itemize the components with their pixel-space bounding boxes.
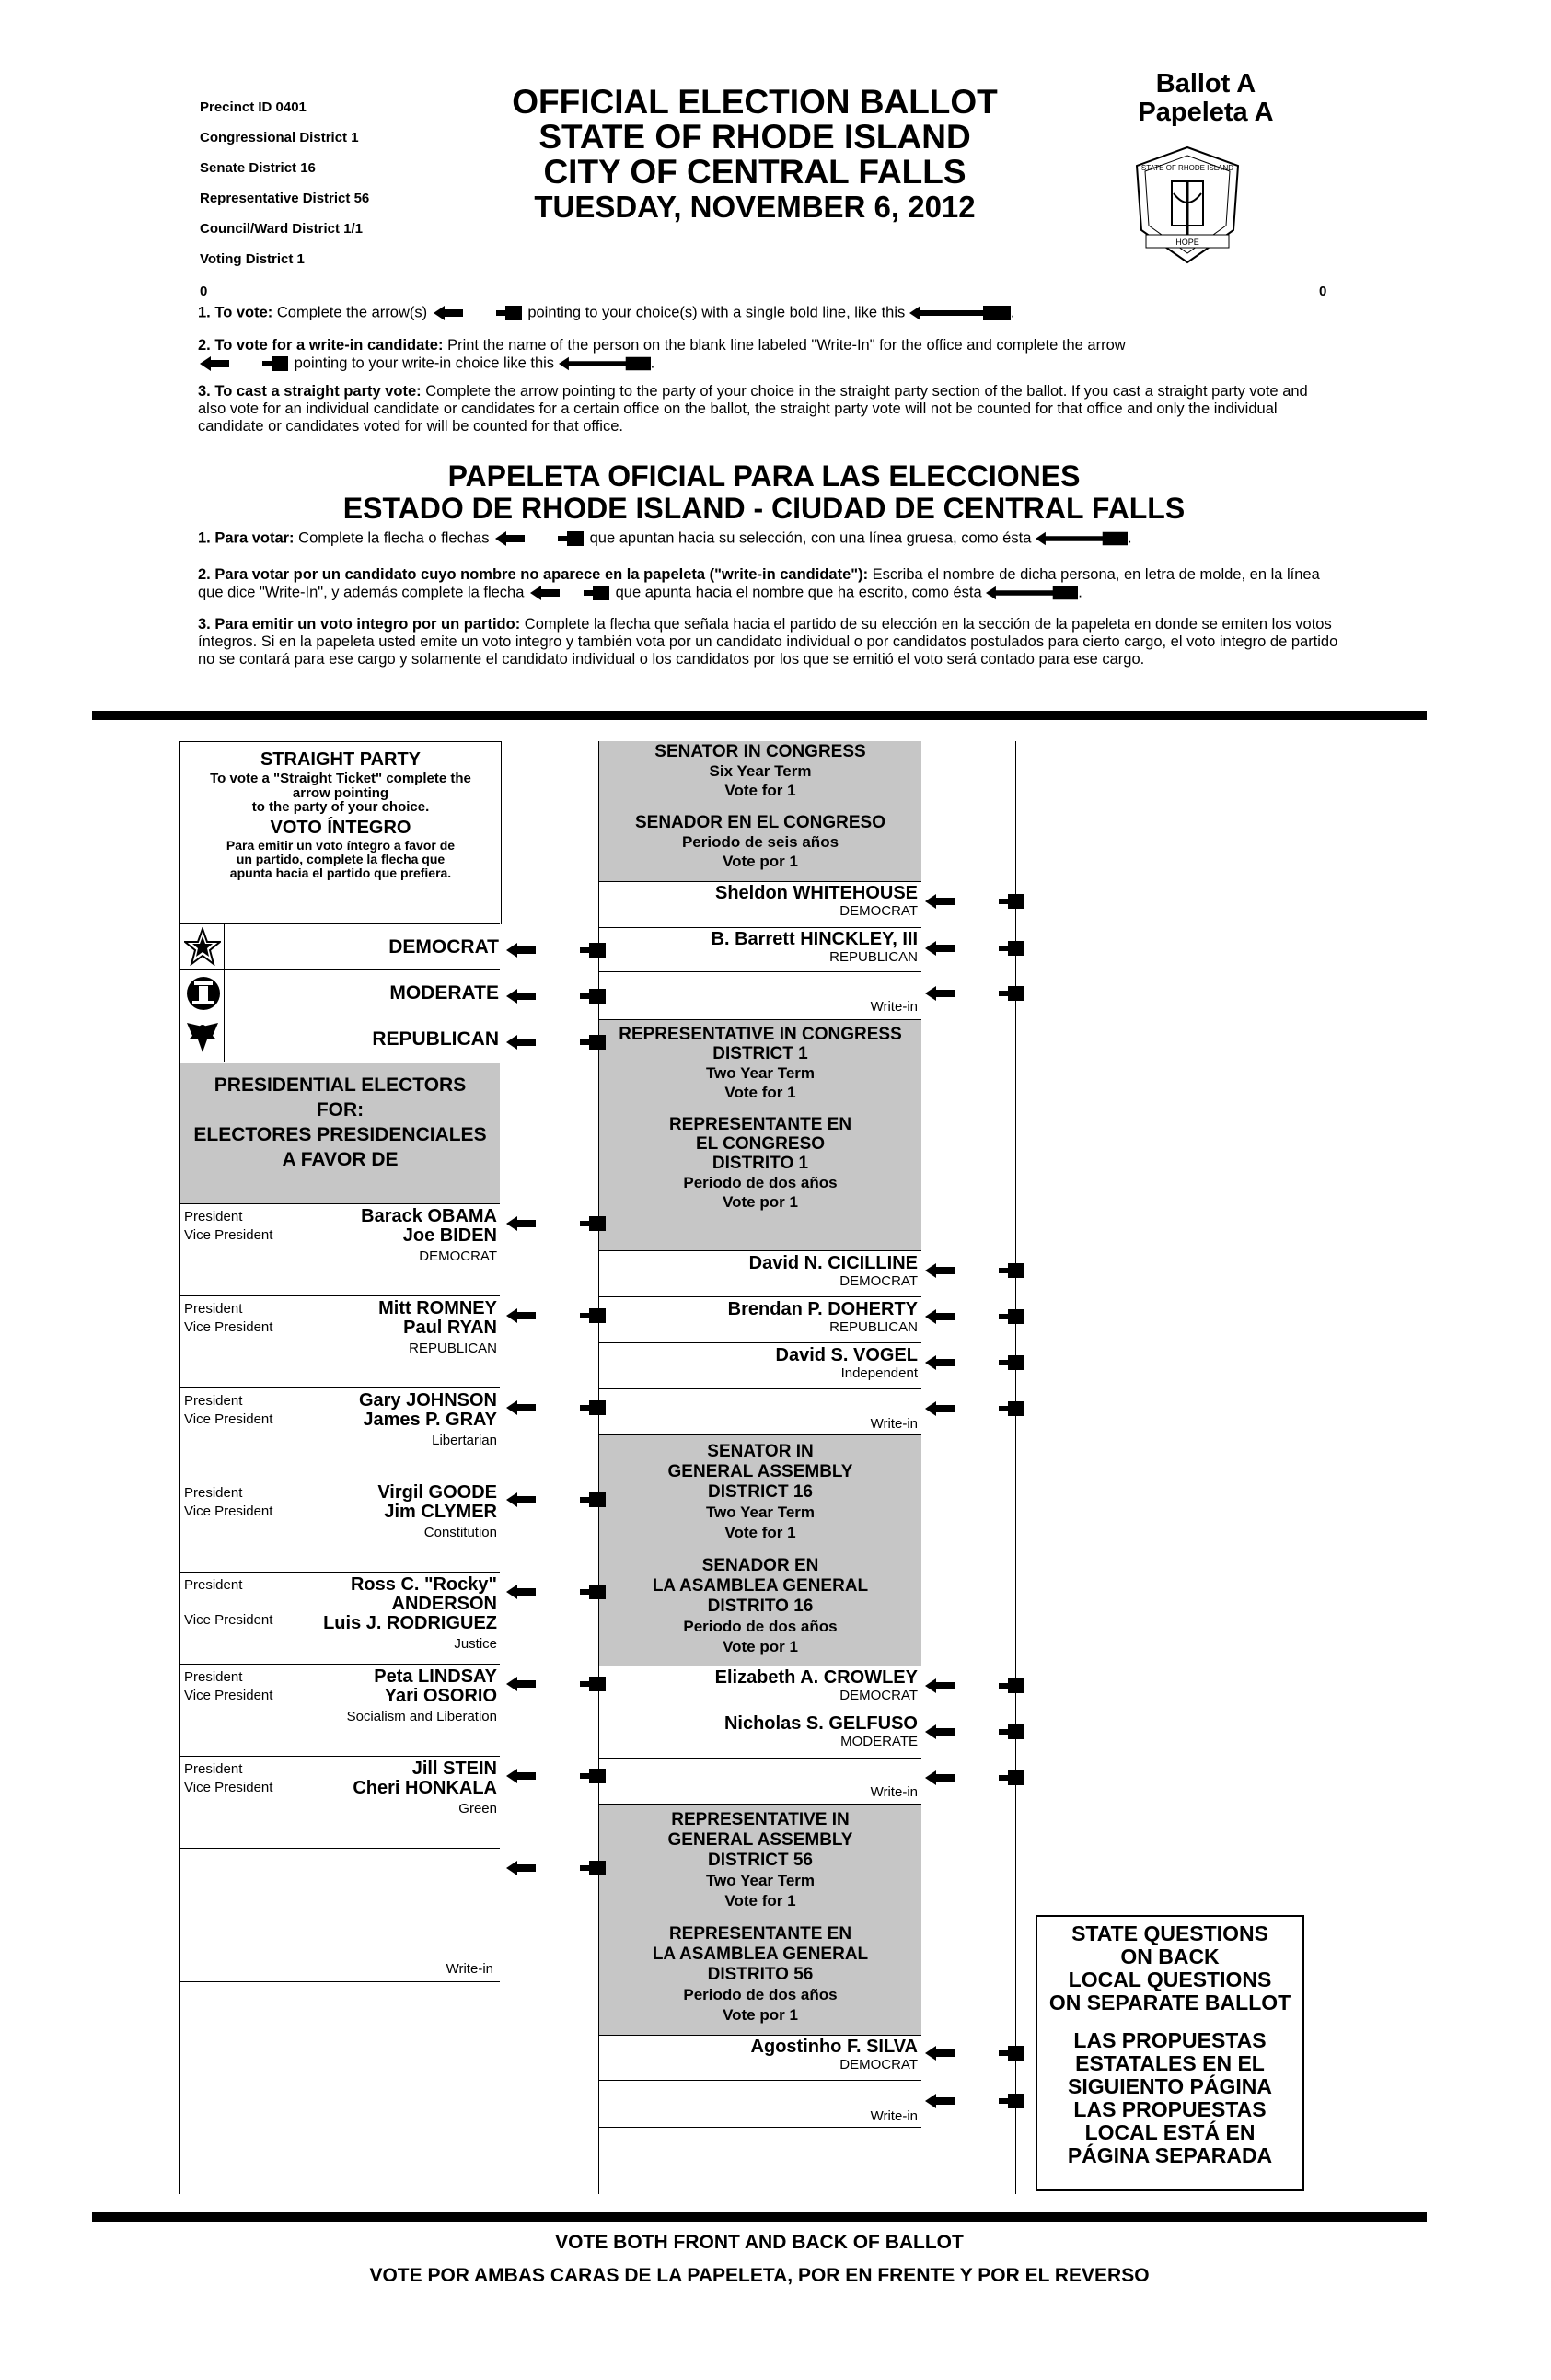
senador-ga-3: DISTRITO 16 [707, 1596, 814, 1616]
vice-president-label: Vice President [184, 1319, 273, 1335]
presidential-ticket [180, 1480, 500, 1572]
instruction-2-text-b: pointing to your write-in choice like this [294, 354, 555, 372]
straight-party-box [179, 741, 502, 924]
candidate-name: B. Barrett HINCKLEY, III [711, 929, 918, 949]
instruccion-1-text-a: Complete la flecha o flechas [298, 529, 490, 547]
race-rule [599, 971, 921, 972]
arrow-complete-icon [909, 304, 1011, 322]
race-rule [599, 1388, 921, 1389]
race-rule [599, 1296, 921, 1297]
rep-congress-district: DISTRICT 1 [712, 1044, 808, 1063]
presidential-electors: PRESIDENTIAL ELECTORS [214, 1074, 467, 1096]
arrow-incomplete-icon [528, 584, 611, 602]
presidential-ticket [180, 1295, 500, 1387]
instruccion-2-label: 2. Para votar por un candidato cuyo nombre no aparece en la papeleta ("write-in candidate"): [198, 566, 869, 583]
rep-congress-title: REPRESENTATIVE IN CONGRESS [619, 1025, 902, 1044]
notice-line-2: ON BACK [1120, 1945, 1220, 1968]
papeleta-a: Papeleta A [1138, 98, 1274, 127]
ballot-a: Ballot A [1155, 69, 1256, 99]
representante-congreso-periodo: Periodo de dos años [683, 1174, 838, 1191]
senador-congreso-periodo: Periodo de seis años [681, 833, 839, 851]
democrat-star-icon [184, 927, 221, 966]
col-line-3 [1015, 741, 1016, 2194]
vote-arrow[interactable] [506, 987, 608, 1005]
voto-integro-line1: Para emitir un voto íntegro a favor de [226, 838, 456, 853]
instruccion-2 [198, 566, 1339, 616]
arrow-complete-icon [986, 584, 1078, 602]
district-info [200, 92, 494, 274]
candidate-name: Agostinho F. SILVA [750, 2037, 918, 2057]
rep-congress-vote: Vote for 1 [724, 1084, 796, 1101]
candidate-doherty [599, 1300, 918, 1335]
presidential-ticket [180, 1387, 500, 1480]
notice-line-8: LAS PROPUESTAS [1073, 2097, 1267, 2121]
race-rule [599, 881, 921, 882]
president-label: President [184, 1209, 243, 1225]
instruccion-1-text-b: que apuntan hacia su selección, con una línea gruesa, como ésta [589, 529, 1032, 547]
vice-president-label: Vice President [184, 1780, 273, 1795]
vote-arrow[interactable] [925, 1307, 1026, 1326]
instruction-1-text-a: Complete the arrow(s) [276, 304, 428, 321]
seal-hope: HOPE [1175, 238, 1199, 247]
instruction-3-label: 3. To cast a straight party vote: [198, 383, 422, 400]
president-name: Gary JOHNSON [358, 1390, 497, 1411]
instruccion-2-text-b: que apunta hacia el nombre que ha escrito, como ésta [615, 584, 982, 601]
vote-arrow[interactable] [506, 1033, 608, 1051]
ticket-rule [179, 1848, 500, 1849]
straight-party-line3: to the party of your choice. [251, 799, 430, 815]
vice-president-label: Vice President [184, 1411, 273, 1427]
vote-arrow[interactable] [506, 1583, 608, 1601]
rep-congress-term: Two Year Term [705, 1064, 816, 1082]
senator-ga-3: DISTRICT 16 [707, 1482, 814, 1502]
electores-presidenciales: ELECTORES PRESIDENCIALES [193, 1124, 487, 1145]
candidate-gelfuso [599, 1714, 918, 1749]
arrow-complete-icon [1036, 529, 1128, 548]
candidate-party: Independent [840, 1365, 918, 1381]
vice-president-name: Joe BIDEN [402, 1225, 497, 1246]
senador-congreso-vote: Vote por 1 [723, 853, 798, 870]
rep-ga-vote: Vote for 1 [724, 1892, 796, 1910]
candidate-cicilline [599, 1254, 918, 1289]
candidate-party: DEMOCRAT [839, 1688, 918, 1703]
instruction-2 [198, 337, 1330, 383]
instruccion-1-end: . [1127, 529, 1132, 547]
congressional-district: Congressional District 1 [200, 130, 359, 145]
representante-ga-2: LA ASAMBLEA GENERAL [652, 1945, 869, 1964]
candidate-party: MODERATE [840, 1734, 918, 1749]
party-moderate: MODERATE [389, 982, 499, 1004]
instruction-2-label: 2. To vote for a write-in candidate: [198, 337, 444, 354]
vote-arrow[interactable] [506, 1675, 608, 1693]
vote-arrow[interactable] [506, 1214, 608, 1233]
presidential-ticket [180, 1572, 500, 1664]
candidate-name: David N. CICILLINE [748, 1253, 918, 1273]
footer-spanish: VOTE POR AMBAS CARAS DE LA PAPELETA, POR EN FRENTE Y POR EL REVERSO [369, 2265, 1150, 2286]
writein-label: Write-in [870, 1416, 918, 1432]
rep-ga-3: DISTRICT 56 [707, 1851, 814, 1870]
vice-president-label: Vice President [184, 1688, 273, 1703]
notice-line-3: LOCAL QUESTIONS [1068, 1968, 1272, 1991]
senator-congress-title: SENATOR IN CONGRESS [654, 742, 866, 761]
state-seal-icon [1128, 143, 1247, 267]
president-name: Peta LINDSAY [374, 1666, 497, 1687]
representante-ga-vote: Vote por 1 [723, 2006, 798, 2024]
ticket-party: DEMOCRAT [419, 1248, 497, 1264]
instruccion-1 [198, 529, 1339, 566]
representante-ga-1: REPRESENTANTE EN [668, 1924, 852, 1944]
voto-integro-title: VOTO ÍNTEGRO [270, 818, 411, 838]
instructions-english [198, 304, 1330, 435]
straight-party-line1: To vote a "Straight Ticket" complete the [210, 771, 471, 786]
top-rule [92, 711, 1427, 720]
candidate-name: Sheldon WHITEHOUSE [715, 883, 918, 903]
representante-congreso-3: DISTRITO 1 [712, 1154, 809, 1173]
party-rule [179, 923, 500, 924]
senator-congress-vote: Vote for 1 [724, 782, 796, 799]
president-label: President [184, 1301, 243, 1317]
senador-ga-periodo: Periodo de dos años [683, 1618, 838, 1635]
representante-congreso-2: EL CONGRESO [695, 1134, 826, 1154]
vote-arrow[interactable] [925, 984, 1026, 1003]
president-label: President [184, 1393, 243, 1409]
party-rule [179, 969, 500, 970]
vote-arrow[interactable] [925, 1353, 1026, 1372]
party-icon-divider [224, 923, 225, 1062]
instruction-1-text-b: pointing to your choice(s) with a single bold line, like this [527, 304, 906, 321]
senator-congress-header-text [599, 742, 921, 871]
representative-district: Representative District 56 [200, 191, 370, 206]
vice-president-name: Cheri HONKALA [353, 1778, 497, 1798]
title-line-3: CITY OF CENTRAL FALLS [543, 153, 966, 191]
representante-congreso-1: REPRESENTANTE EN [668, 1115, 852, 1134]
president-name-2: ANDERSON [391, 1594, 497, 1614]
instruction-2-end: . [650, 354, 655, 372]
zero-left: 0 [200, 284, 208, 299]
senator-ga-term: Two Year Term [705, 1503, 816, 1521]
instruccion-1-label: 1. Para votar: [198, 529, 295, 547]
senator-ga-2: GENERAL ASSEMBLY [667, 1462, 853, 1481]
president-name: Jill STEIN [411, 1759, 497, 1779]
questions-notice-text [1037, 1922, 1302, 2167]
instruction-3 [198, 383, 1330, 435]
a-favor-de: A FAVOR DE [282, 1149, 399, 1170]
race-rule [599, 2080, 921, 2081]
vote-arrow[interactable] [925, 1261, 1026, 1280]
notice-line-4: ON SEPARATE BALLOT [1048, 1991, 1291, 2014]
president-label: President [184, 1761, 243, 1777]
president-name: Virgil GOODE [377, 1482, 497, 1503]
arrow-incomplete-icon [432, 304, 524, 322]
spanish-title-1: PAPELETA OFICIAL PARA LAS ELECCIONES [447, 459, 1081, 493]
race-rule [599, 2035, 921, 2036]
vice-president-name: Jim CLYMER [384, 1502, 497, 1522]
candidate-whitehouse [599, 884, 918, 919]
race-rule [599, 1342, 921, 1343]
candidate-name: Brendan P. DOHERTY [727, 1299, 918, 1319]
writein-label: Write-in [870, 2108, 918, 2124]
vote-arrow[interactable] [925, 2044, 1026, 2062]
representante-ga-periodo: Periodo de dos años [683, 1986, 838, 2003]
presidential-ticket [180, 1664, 500, 1756]
vote-arrow[interactable] [506, 941, 608, 959]
spanish-title-2: ESTADO DE RHODE ISLAND - CIUDAD DE CENTRAL FALLS [342, 492, 1186, 525]
footer-english: VOTE BOTH FRONT AND BACK OF BALLOT [555, 2232, 964, 2253]
rep-ga-term: Two Year Term [705, 1872, 816, 1889]
vice-president-name: Luis J. RODRIGUEZ [323, 1613, 497, 1633]
notice-line-6: ESTATALES EN EL [1075, 2051, 1265, 2075]
vote-arrow[interactable] [925, 1399, 1026, 1418]
vote-arrow[interactable] [925, 1769, 1026, 1787]
rep-congress-header-text [599, 1025, 921, 1212]
vote-arrow[interactable] [925, 2092, 1026, 2110]
seal-state: STATE OF RHODE ISLAND [1140, 164, 1234, 172]
notice-line-1: STATE QUESTIONS [1071, 1921, 1268, 1945]
vice-president-name: Paul RYAN [403, 1318, 497, 1338]
vice-president-name: Yari OSORIO [384, 1686, 497, 1706]
ticket-party: Libertarian [432, 1433, 497, 1448]
straight-party-line2: arrow pointing [292, 785, 389, 801]
vote-arrow[interactable] [506, 1491, 608, 1509]
vote-arrow[interactable] [506, 1399, 608, 1417]
election-date: TUESDAY, NOVEMBER 6, 2012 [534, 190, 976, 224]
candidate-name: David S. VOGEL [775, 1345, 918, 1365]
rep-ga-header-text [599, 1810, 921, 2026]
arrow-incomplete-icon [198, 354, 290, 373]
instruccion-3 [198, 616, 1339, 668]
ballot-style [1105, 70, 1307, 127]
ticket-party: Green [458, 1801, 497, 1817]
president-name: Mitt ROMNEY [378, 1298, 497, 1318]
ballot-title [497, 85, 1013, 225]
precinct-id: Precinct ID 0401 [200, 99, 307, 115]
senate-district: Senate District 16 [200, 160, 316, 176]
arrow-incomplete-icon [493, 529, 585, 548]
candidate-party: REPUBLICAN [829, 1319, 918, 1335]
zero-right: 0 [1319, 284, 1327, 299]
senator-ga-header-text [599, 1442, 921, 1657]
notice-line-5: LAS PROPUESTAS [1073, 2028, 1267, 2052]
race-rule [599, 927, 921, 928]
representante-congreso-vote: Vote por 1 [723, 1193, 798, 1211]
questions-notice-box [1036, 1915, 1304, 2191]
voto-integro-line2: un partido, complete la flecha que [236, 852, 446, 866]
instruccion-3-label: 3. Para emitir un voto integro por un partido: [198, 616, 521, 633]
notice-line-9: LOCAL ESTÁ EN [1084, 2120, 1256, 2144]
president-name: Barack OBAMA [361, 1206, 497, 1226]
candidate-crowley [599, 1668, 918, 1703]
vice-president-label: Vice President [184, 1227, 273, 1243]
vice-president-name: James P. GRAY [363, 1410, 497, 1430]
candidate-name: Nicholas S. GELFUSO [723, 1713, 918, 1734]
voting-district: Voting District 1 [200, 251, 305, 267]
instruction-1-end: . [1010, 304, 1015, 321]
senator-ga-1: SENATOR IN [707, 1442, 814, 1461]
senator-ga-vote: Vote for 1 [724, 1524, 796, 1541]
party-republican: REPUBLICAN [372, 1028, 499, 1050]
instruction-2-text-a: Print the name of the person on the blank line labeled "Write-In" for the office and complete the arrow [447, 337, 1126, 354]
presidential-ticket [180, 1203, 500, 1295]
vice-president-label: Vice President [184, 1612, 273, 1628]
race-rule [599, 2127, 921, 2128]
voto-integro-line3: apunta hacia el partido que prefiera. [229, 865, 452, 880]
notice-line-7: SIGUIENTO PÁGINA [1068, 2074, 1272, 2098]
candidate-party: DEMOCRAT [839, 2057, 918, 2072]
title-line-1: OFFICIAL ELECTION BALLOT [512, 83, 998, 121]
writein-label: Write-in [446, 1961, 493, 1977]
instruction-1 [198, 304, 1330, 337]
candidate-hinckley [599, 930, 918, 965]
candidate-silva [599, 2038, 918, 2072]
republican-eagle-icon [183, 1019, 222, 1058]
ticket-party: REPUBLICAN [409, 1341, 497, 1356]
instruccion-2-end: . [1078, 584, 1082, 601]
vice-president-label: Vice President [184, 1503, 273, 1519]
candidate-party: REPUBLICAN [829, 949, 918, 965]
vote-arrow[interactable] [925, 1677, 1026, 1695]
president-label: President [184, 1577, 243, 1593]
senador-congreso-title: SENADOR EN EL CONGRESO [634, 813, 886, 832]
vote-arrow[interactable] [925, 892, 1026, 911]
presidential-for: FOR: [316, 1099, 365, 1120]
candidate-vogel [599, 1346, 918, 1381]
candidate-name: Elizabeth A. CROWLEY [714, 1667, 918, 1688]
title-line-2: STATE OF RHODE ISLAND [538, 118, 971, 156]
candidate-party: DEMOCRAT [839, 903, 918, 919]
vote-arrow[interactable] [506, 1767, 608, 1785]
instruccion-2-text-a: Escriba el nombre de dicha persona, en letra de molde, en la línea que dice "Write-In", y además complete la flecha [198, 566, 1320, 601]
ticket-party: Constitution [423, 1525, 497, 1540]
council-district: Council/Ward District 1/1 [200, 221, 363, 237]
writein-label: Write-in [870, 999, 918, 1015]
ticket-rule [179, 1981, 500, 1982]
ticket-party: Socialism and Liberation [346, 1709, 497, 1724]
senator-congress-term: Six Year Term [709, 762, 812, 780]
vote-arrow[interactable] [925, 939, 1026, 958]
writein-label: Write-in [870, 1784, 918, 1800]
senador-ga-2: LA ASAMBLEA GENERAL [652, 1576, 869, 1596]
vote-arrow[interactable] [925, 1723, 1026, 1741]
notice-line-10: PÁGINA SEPARADA [1067, 2143, 1273, 2167]
instructions-spanish [198, 529, 1339, 668]
rep-ga-1: REPRESENTATIVE IN [671, 1810, 850, 1829]
rep-ga-2: GENERAL ASSEMBLY [667, 1830, 853, 1850]
instruccion-3-text: Complete la flecha que señala hacia el partido de su elección en la sección de la papeleta en donde se emiten los votos íntegros. Si en la papeleta usted emite un voto integro y también vota por un candidato individual o por candidatos postulados para cierto cargo, el voto integro de partido no se contará para ese cargo y solamente el candidato individual o los candidatos por los que se emitió el voto será contado para ese cargo. [198, 616, 1338, 668]
senador-ga-vote: Vote por 1 [723, 1638, 798, 1655]
race-rule [599, 1758, 921, 1759]
presidential-header-text [180, 1073, 500, 1172]
presidential-ticket [180, 1756, 500, 1848]
president-label: President [184, 1485, 243, 1501]
straight-party-title: STRAIGHT PARTY [260, 749, 422, 770]
moderate-party-icon [185, 973, 222, 1012]
president-name: Ross C. "Rocky" [350, 1574, 497, 1595]
instruction-3-text: Complete the arrow pointing to the party of your choice in the straight party section of the ballot. If you cast a straight party vote and also vote for an individual candidate or candidates for a certain office on the ballot, the straight party vote will not be counted for that office and only the individual candidate or candidates voted for will be counted for that office. [198, 383, 1308, 435]
ticket-party: Justice [454, 1636, 497, 1652]
bottom-rule [92, 2212, 1427, 2222]
footer [92, 2226, 1427, 2293]
arrow-complete-icon [559, 354, 651, 373]
vote-arrow[interactable] [506, 1859, 608, 1877]
instruction-1-label: 1. To vote: [198, 304, 273, 321]
candidate-party: DEMOCRAT [839, 1273, 918, 1289]
representante-ga-3: DISTRITO 56 [707, 1965, 814, 1984]
senador-ga-1: SENADOR EN [701, 1556, 819, 1575]
vote-arrow[interactable] [506, 1306, 608, 1325]
race-rule [599, 1250, 921, 1251]
party-democrat: DEMOCRAT [388, 936, 499, 958]
spanish-title [184, 460, 1344, 525]
president-label: President [184, 1669, 243, 1685]
